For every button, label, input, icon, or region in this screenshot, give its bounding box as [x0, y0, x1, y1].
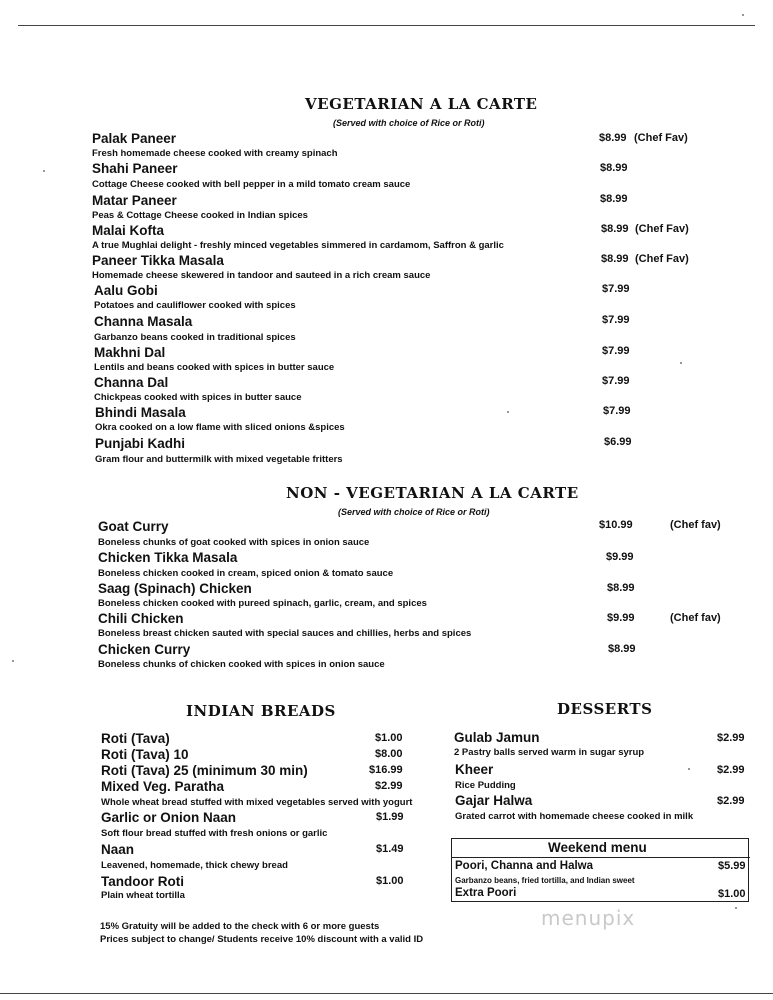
- item-description: Gram flour and buttermilk with mixed vegetable fritters: [95, 454, 343, 465]
- item-price: $1.49: [376, 843, 404, 855]
- item-description: Plain wheat tortilla: [101, 890, 185, 901]
- nonveg-section-subtitle: (Served with choice of Rice or Roti): [338, 507, 490, 517]
- item-price: $7.99: [602, 375, 630, 387]
- menupix-watermark: menupix: [541, 906, 636, 930]
- item-name: Makhni Dal: [94, 345, 166, 360]
- item-price: $8.99: [599, 132, 627, 144]
- item-name: Poori, Channa and Halwa: [455, 860, 594, 872]
- scan-speck: [688, 768, 690, 770]
- item-price: $2.99: [717, 795, 745, 807]
- item-price: $8.99: [600, 193, 628, 205]
- desserts-section-title: DESSERTS: [557, 700, 653, 718]
- item-description: Fresh homemade cheese cooked with creamy spinach: [92, 148, 338, 159]
- item-price: $2.99: [717, 732, 745, 744]
- item-description: Boneless chicken cooked with pureed spinach, garlic, cream, and spices: [98, 598, 427, 609]
- item-name: Chili Chicken: [98, 611, 184, 626]
- veg-section-title: VEGETARIAN A LA CARTE: [305, 95, 538, 113]
- item-description: Chickpeas cooked with spices in butter sauce: [94, 392, 302, 403]
- item-price: $8.99: [607, 582, 635, 594]
- item-price: $6.99: [604, 436, 632, 448]
- item-price: $8.99: [601, 223, 629, 235]
- item-name: Mixed Veg. Paratha: [101, 779, 225, 794]
- scan-speck: [680, 362, 682, 364]
- scan-speck: [742, 14, 744, 16]
- chef-fav-tag: (Chef fav): [670, 519, 721, 531]
- item-name: Channa Masala: [94, 314, 193, 329]
- gratuity-note: 15% Gratuity will be added to the check with 6 or more guests: [100, 921, 380, 932]
- item-name: Gajar Halwa: [455, 793, 533, 808]
- item-name: Saag (Spinach) Chicken: [98, 581, 252, 596]
- bottom-rule: [0, 993, 773, 994]
- item-description: Garbanzo beans cooked in traditional spices: [94, 332, 296, 343]
- item-description: Leavened, homemade, thick chewy bread: [101, 860, 288, 871]
- item-description: Boneless chicken cooked in cream, spiced onion & tomato sauce: [98, 568, 394, 579]
- item-price: $16.99: [369, 764, 403, 776]
- item-name: Shahi Paneer: [92, 161, 178, 176]
- item-description: Rice Pudding: [455, 780, 516, 791]
- item-name: Malai Kofta: [92, 223, 165, 238]
- item-name: Naan: [101, 842, 135, 857]
- item-price: $7.99: [602, 345, 630, 357]
- scan-speck: [735, 907, 737, 909]
- item-description: Garbanzo beans, fried tortilla, and Indian sweet: [455, 876, 635, 885]
- item-name: Bhindi Masala: [95, 405, 186, 420]
- item-price: $7.99: [602, 283, 630, 295]
- scan-speck: [507, 411, 509, 413]
- item-description: Boneless chunks of goat cooked with spices in onion sauce: [98, 537, 370, 548]
- item-price: $8.99: [601, 253, 629, 265]
- item-name: Tandoor Roti: [101, 874, 184, 889]
- item-name: Goat Curry: [98, 519, 169, 534]
- item-name: Paneer Tikka Masala: [92, 253, 224, 268]
- item-description: Grated carrot with homemade cheese cooked in milk: [455, 811, 694, 822]
- item-name: Roti (Tava): [101, 731, 170, 746]
- item-description: Homemade cheese skewered in tandoor and sauteed in a rich cream sauce: [92, 270, 431, 281]
- item-price: $2.99: [375, 780, 403, 792]
- scan-speck: [12, 660, 14, 662]
- item-price: $7.99: [602, 314, 630, 326]
- item-name: Matar Paneer: [92, 193, 177, 208]
- item-name: Kheer: [455, 762, 494, 777]
- item-name: Punjabi Kadhi: [95, 436, 186, 451]
- weekend-menu-divider: [451, 857, 750, 858]
- item-name: Gulab Jamun: [454, 730, 540, 745]
- item-name: Palak Paneer: [92, 131, 177, 146]
- item-price: $8.00: [375, 748, 403, 760]
- item-name: Garlic or Onion Naan: [101, 810, 237, 825]
- item-name: Chicken Curry: [98, 642, 191, 657]
- item-description: Peas & Cottage Cheese cooked in Indian spices: [92, 210, 308, 221]
- item-price: $1.00: [376, 875, 404, 887]
- item-price: $1.00: [718, 888, 746, 900]
- item-description: Okra cooked on a low flame with sliced onions &spices: [95, 422, 345, 433]
- item-description: Boneless chunks of chicken cooked with spices in onion sauce: [98, 659, 385, 670]
- item-name: Channa Dal: [94, 375, 169, 390]
- item-description: Soft flour bread stuffed with fresh onions or garlic: [101, 828, 328, 839]
- item-description: Whole wheat bread stuffed with mixed vegetables served with yogurt: [101, 797, 413, 808]
- item-name: Extra Poori: [455, 887, 517, 899]
- top-rule: [18, 25, 755, 26]
- item-description: Lentils and beans cooked with spices in butter sauce: [94, 362, 335, 373]
- item-name: Aalu Gobi: [94, 283, 158, 298]
- item-price: $10.99: [599, 519, 633, 531]
- breads-section-title: INDIAN BREADS: [186, 702, 336, 720]
- item-price: $7.99: [603, 405, 631, 417]
- item-name: Roti (Tava) 10: [101, 747, 189, 762]
- item-description: A true Mughlai delight - freshly minced vegetables simmered in cardamom, Saffron & garlic: [92, 240, 504, 251]
- scan-speck: [43, 170, 45, 172]
- veg-section-subtitle: (Served with choice of Rice or Roti): [333, 118, 485, 128]
- item-description: 2 Pastry balls served warm in sugar syrup: [454, 747, 645, 758]
- weekend-menu-title: Weekend menu: [548, 840, 647, 855]
- item-price: $8.99: [600, 162, 628, 174]
- chef-fav-tag: (Chef fav): [670, 612, 721, 624]
- item-description: Potatoes and cauliflower cooked with spices: [94, 300, 296, 311]
- item-name: Chicken Tikka Masala: [98, 550, 238, 565]
- item-price: $9.99: [607, 612, 635, 624]
- item-description: Boneless breast chicken sauted with special sauces and chillies, herbs and spices: [98, 628, 472, 639]
- item-price: $1.00: [375, 732, 403, 744]
- pricing-note: Prices subject to change/ Students receive 10% discount with a valid ID: [100, 934, 424, 945]
- item-price: $1.99: [376, 811, 404, 823]
- nonveg-section-title: NON - VEGETARIAN A LA CARTE: [286, 484, 579, 502]
- item-price: $5.99: [718, 860, 746, 872]
- item-price: $9.99: [606, 551, 634, 563]
- chef-fav-tag: (Chef Fav): [635, 223, 689, 235]
- chef-fav-tag: (Chef Fav): [634, 132, 688, 144]
- item-price: $2.99: [717, 764, 745, 776]
- chef-fav-tag: (Chef Fav): [635, 253, 689, 265]
- item-description: Cottage Cheese cooked with bell pepper in a mild tomato cream sauce: [92, 179, 411, 190]
- item-name: Roti (Tava) 25 (minimum 30 min): [101, 763, 308, 778]
- item-price: $8.99: [608, 643, 636, 655]
